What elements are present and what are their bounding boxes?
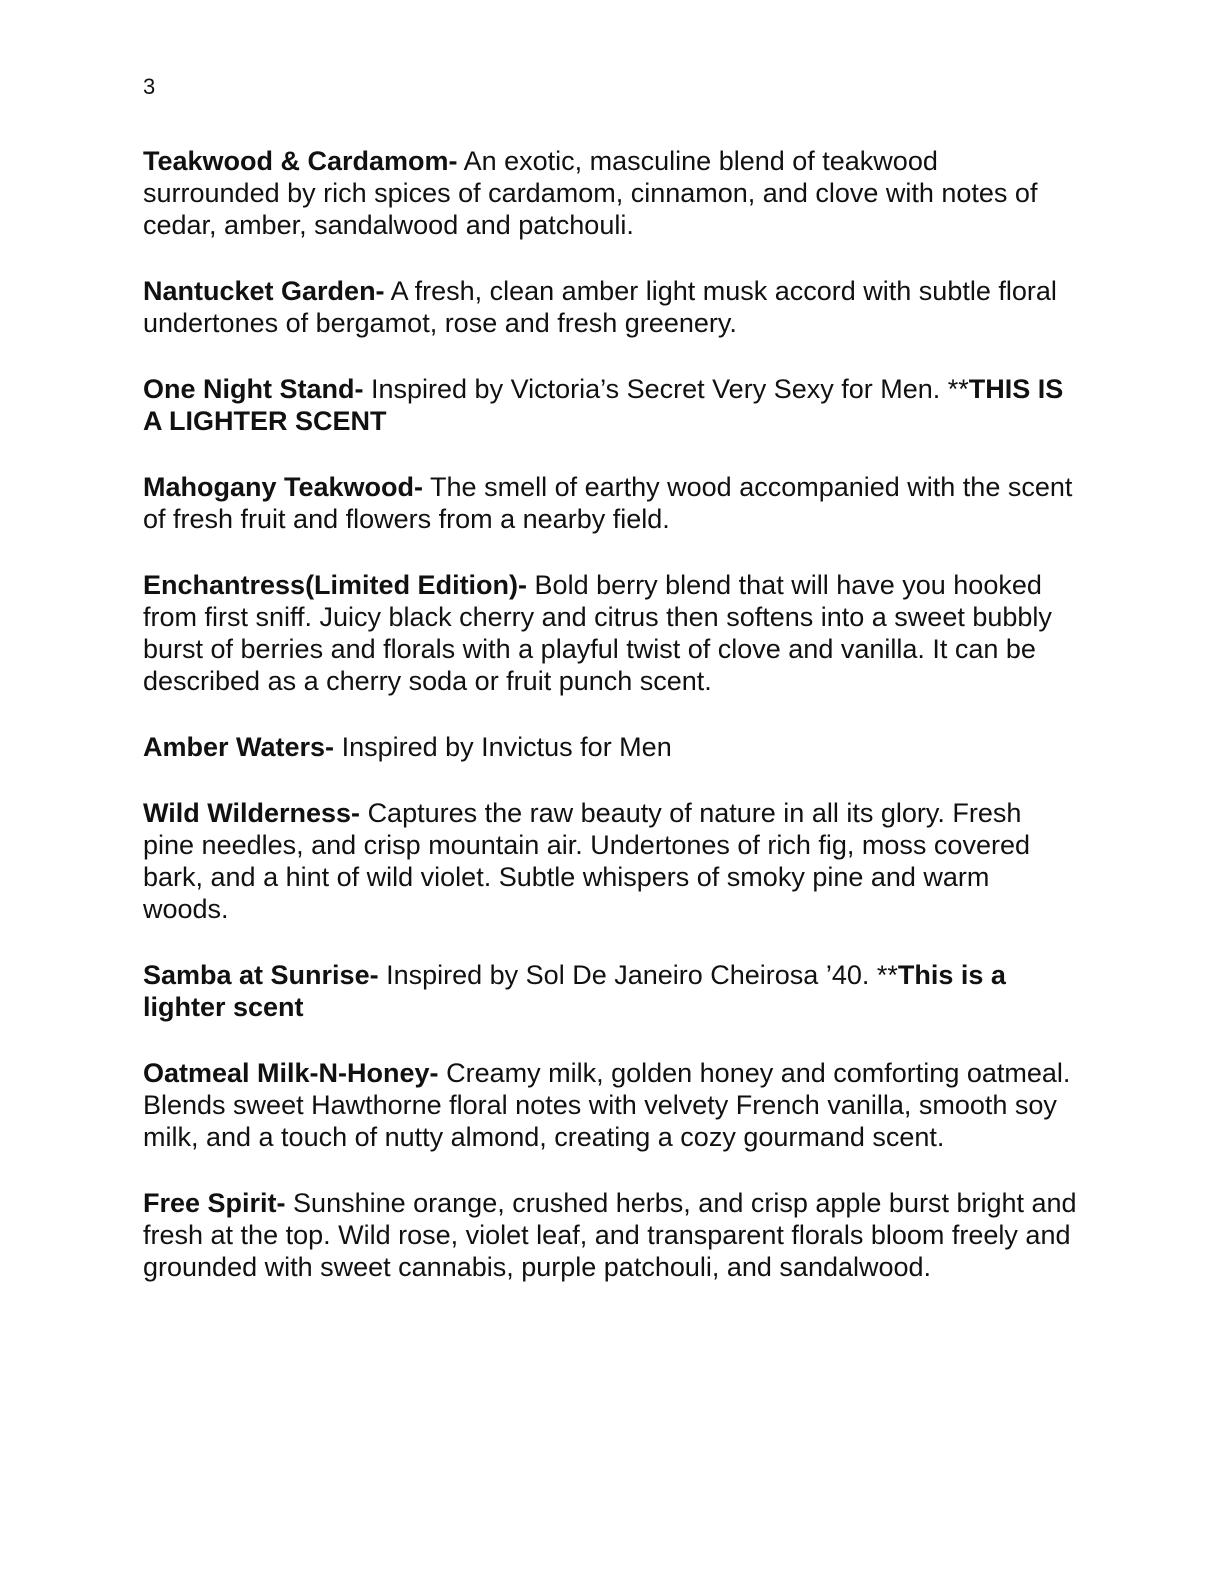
scent-description: Sunshine orange, crushed herbs, and crisp apple burst bright and fresh at the top. Wild rose, violet leaf, and transparent florals bloom freely and grounded with sweet cannabis, purple patchouli, and sandalwood. — [143, 1188, 1077, 1282]
scent-note-prefix: ** — [947, 374, 969, 404]
scent-description: A fresh, clean amber light musk accord with subtle floral undertones of bergamot, rose and fresh greenery. — [143, 276, 1057, 338]
scent-entry — [143, 959, 1078, 1023]
page-number: 3 — [143, 74, 156, 99]
scent-entry — [143, 275, 1078, 339]
scent-description: The smell of earthy wood accompanied with the scent of fresh fruit and flowers from a nearby field. — [143, 472, 1073, 534]
scent-description: Captures the raw beauty of nature in all its glory. Fresh pine needles, and crisp mountain air. Undertones of rich fig, moss covered bark, and a hint of wild violet. Subtle whispers of smoky pine and warm woods. — [143, 798, 1030, 924]
scent-name: Teakwood & Cardamom- — [143, 146, 458, 176]
scent-name: Samba at Sunrise- — [143, 960, 379, 990]
scent-list — [143, 145, 1078, 1317]
scent-name: Enchantress(Limited Edition)- — [143, 570, 528, 600]
scent-description: An exotic, masculine blend of teakwood surrounded by rich spices of cardamom, cinnamon, and clove with notes of cedar, amber, sandalwood and patchouli. — [143, 146, 1038, 240]
scent-description: Inspired by Invictus for Men — [341, 732, 672, 762]
scent-note: This is a lighter scent — [143, 960, 1006, 1022]
scent-note-prefix: ** — [876, 960, 898, 990]
scent-name: Free Spirit- — [143, 1188, 286, 1218]
scent-entry — [143, 373, 1078, 437]
scent-description: Inspired by Sol De Janeiro Cheirosa ’40. — [386, 960, 870, 990]
scent-description: Inspired by Victoria’s Secret Very Sexy for Men. — [371, 374, 941, 404]
scent-note: THIS IS A LIGHTER SCENT — [143, 374, 1064, 436]
scent-name: One Night Stand- — [143, 374, 364, 404]
scent-name: Nantucket Garden- — [143, 276, 385, 306]
scent-name: Wild Wilderness- — [143, 798, 361, 828]
scent-name: Amber Waters- — [143, 732, 335, 762]
scent-entry — [143, 797, 1078, 925]
scent-entry — [143, 1187, 1078, 1283]
scent-entry — [143, 1057, 1078, 1153]
scent-entry — [143, 569, 1078, 697]
scent-name: Mahogany Teakwood- — [143, 472, 424, 502]
scent-entry — [143, 145, 1078, 241]
scent-description: Creamy milk, golden honey and comforting oatmeal. Blends sweet Hawthorne floral notes with velvety French vanilla, smooth soy milk, and a touch of nutty almond, creating a cozy gourmand scent. — [143, 1058, 1071, 1152]
scent-description: Bold berry blend that will have you hooked from first sniff. Juicy black cherry and citrus then softens into a sweet bubbly burst of berries and florals with a playful twist of clove and vanilla. It can be described as a cherry soda or fruit punch scent. — [143, 570, 1052, 696]
scent-name: Oatmeal Milk-N-Honey- — [143, 1058, 439, 1088]
scent-entry — [143, 471, 1078, 535]
scent-entry — [143, 731, 1078, 763]
